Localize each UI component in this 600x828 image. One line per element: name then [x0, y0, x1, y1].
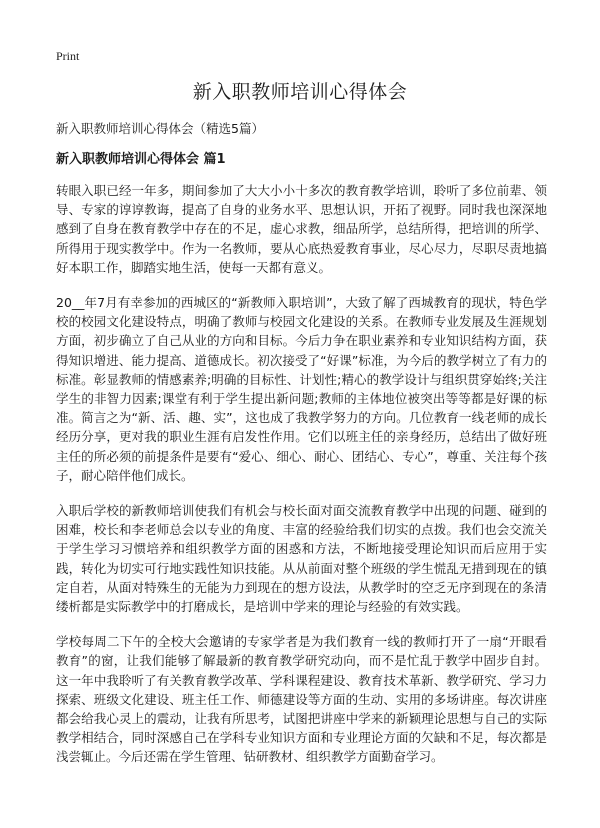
body-paragraph: 20__年7月有幸参加的西城区的“新教师入职培训”，大致了解了西城教育的现状，特色学校的校园文化建设特点，明确了教师与校园文化建设的关系。在教师专业发展及生涯规划方面，初步确立了自己从业的方向和目标。今后力争在职业素养和专业知识结构方面，获得知识增进、能力提高、道德成长。初次接受了“好课”标准，为今后的教学树立了有力的标准。彰显教师的情感素养;明确的目标性、计划性;精心的教学设计与组织贯穿始终;关注学生的非智力因素;课堂有利于学生提出新问题;教师的主体地位被突出等等都是好课的标准。简言之为“新、活、趣、实”，这也成了我教学努力的方向。几位教育一线老师的成长经历分享，更对我的职业生涯有启发性作用。它们以班主任的亲身经历，总结出了做好班主任的所必须的前提条件是要有“爱心、细心、耐心、团结心、专心”，尊重、关注每个孩子，耐心陪伴他们成长。: [56, 295, 547, 483]
body-paragraph: 学校每周二下午的全校大会邀请的专家学者是为我们教育一线的教师打开了一扇“开眼看教育”的窗，让我们能够了解最新的教育教学研究动向，而不是忙乱于教学中固步自封。这一年中我聆听了有关教育教学改革、学科课程建设、教育技术革新、教学研究、学习力探索、班级文化建设、班主任工作、师德建设等方面的生动、实用的多场讲座。每次讲座都会给我心灵上的震动，让我有所思考，试图把讲座中学来的新颖理论思想与自己的实际教学相结合，同时深感自己在学科专业知识方面和专业理论方面的欠缺和不足，每次都是浅尝辄止。今后还需在学生管理、钻研教材、组织教学方面勤奋学习。: [56, 634, 547, 765]
section-title: 新入职教师培训心得体会 篇1: [56, 152, 226, 167]
print-link[interactable]: Print: [56, 49, 80, 63]
body-paragraph: 转眼入职已经一年多，期间参加了大大小小十多次的教育教学培训，聆听了多位前辈、领导、专家的谆谆教诲，提高了自身的业务水平、思想认识，开拓了视野。同时我也深深地感到了自身在教育教学中存在的不足，虚心求教，细品所学，总结所得，把培训的所学、所得用于现实教学中。作为一名教师，要从心底热爱教育事业，尽心尽力，尽职尽责地搞好本职工作，脚踏实地生活，使每一天都有意义。: [56, 183, 547, 275]
document-body: [56, 181, 547, 783]
document-subtitle: 新入职教师培训心得体会（精选5篇）: [56, 121, 264, 136]
document-title: 新入职教师培训心得体会: [192, 81, 408, 103]
body-paragraph: 入职后学校的新教师培训使我们有机会与校长面对面交流教育教学中出现的问题、碰到的困难，校长和李老师总会以专业的角度、丰富的经验给我们切实的点拨。我们也会交流关于学生学习习惯培养和组织教学方面的困惑和方法，不断地接受理论知识而后应用于实践，转化为切实可行地实践性知识技能。从从前面对整个班级的学生慌乱无措到现在的镇定自若，从面对特殊生的无能为力到现在的想方设法，从教学时的空乏无序到现在的条清缕析都是实际教学中的打磨成长，是培训中学来的理论与经验的有效实践。: [56, 503, 547, 615]
